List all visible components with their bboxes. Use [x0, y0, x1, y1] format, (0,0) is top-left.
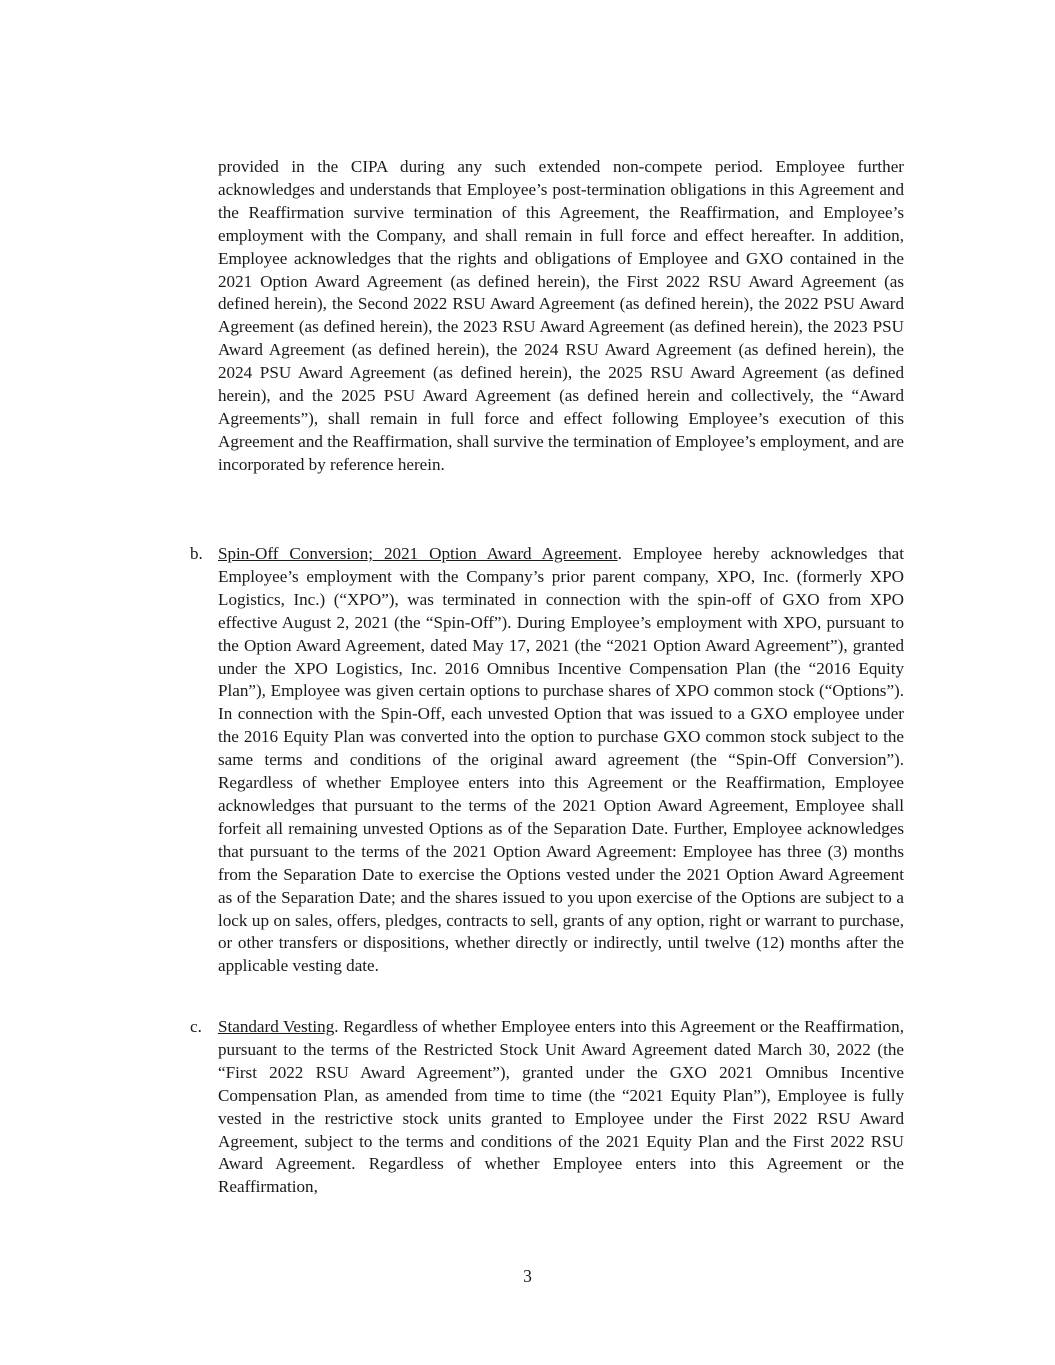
section-c-text: Regardless of whether Employee enters into this Agreement or the Reaffirmation, pursuant to the terms of the Restricted Stock Unit Award Agreement dated March 30, 2022 (the “First 2022 RSU Award Agreement”), granted under the GXO 2021 Omnibus Incentive Compensation Plan, as amended from time to time (the “2021 Equity Plan”), Employee is fully vested in the restrictive stock units granted to Employee under the First 2022 RSU Award Agreement, subject to the terms and conditions of the 2021 Equity Plan and the First 2022 RSU Award Agreement. Regardless of whether Employee enters into this Agreement or the Reaffirmation, — [218, 1017, 904, 1197]
section-c-heading: Standard Vesting — [218, 1017, 335, 1036]
section-b-paragraph — [218, 543, 904, 978]
section-b-text: Employee hereby acknowledges that Employee’s employment with the Company’s prior parent company, XPO, Inc. (formerly XPO Logistics, Inc.) (“XPO”), was terminated in connection with the spin-off of GXO from XPO effective August 2, 2021 (the “Spin-Off”). During Employee’s employment with XPO, pursuant to the Option Award Agreement, dated May 17, 2021 (the “2021 Option Award Agreement”), granted under the XPO Logistics, Inc. 2016 Omnibus Incentive Compensation Plan (the “2016 Equity Plan”), Employee was given certain options to purchase shares of XPO common stock (“Options”). In connection with the Spin-Off, each unvested Option that was issued to a GXO employee under the 2016 Equity Plan was converted into the option to purchase GXO common stock subject to the same terms and conditions of the original award agreement (the “Spin-Off Conversion”). Regardless of whether Employee enters into this Agreement or the Reaffirmation, Employee acknowledges that pursuant to the terms of the 2021 Option Award Agreement, Employee shall forfeit all remaining unvested Options as of the Separation Date. Further, Employee acknowledges that pursuant to the terms of the 2021 Option Award Agreement: Employee has three (3) months from the Separation Date to exercise the Options vested under the 2021 Option Award Agreement as of the Separation Date; and the shares issued to you upon exercise of the Options are subject to a lock up on sales, offers, pledges, contracts to sell, grants of any option, right or warrant to purchase, or other transfers or dispositions, whether directly or indirectly, until twelve (12) months after the applicable vesting date. — [218, 544, 904, 976]
section-b-heading: Spin-Off Conversion; 2021 Option Award Agreement — [218, 544, 618, 563]
section-b-marker: b. — [190, 544, 203, 563]
section-c-paragraph — [218, 1016, 904, 1199]
page-number: 3 — [523, 1266, 532, 1286]
section-c-marker: c. — [190, 1017, 202, 1036]
section-c-heading-punct: . — [334, 1017, 339, 1036]
paragraph-a-continuation: provided in the CIPA during any such extended non-compete period. Employee further acknowledges and understands that Employee’s post-termination obligations in this Agreement and the Reaffirmation survive termination of this Agreement, the Reaffirmation, and Employee’s employment with the Company, and shall remain in full force and effect hereafter. In addition, Employee acknowledges that the rights and obligations of Employee and GXO contained in the 2021 Option Award Agreement (as defined herein), the First 2022 RSU Award Agreement (as defined herein), the Second 2022 RSU Award Agreement (as defined herein), the 2022 PSU Award Agreement (as defined herein), the 2023 RSU Award Agreement (as defined herein), the 2023 PSU Award Agreement (as defined herein), the 2024 RSU Award Agreement (as defined herein), the 2024 PSU Award Agreement (as defined herein), the 2025 RSU Award Agreement (as defined herein), and the 2025 PSU Award Agreement (as defined herein and collectively, the “Award Agreements”), shall remain in full force and effect following Employee’s execution of this Agreement and the Reaffirmation, shall survive the termination of Employee’s employment, and are incorporated by reference herein. — [218, 157, 904, 474]
section-b-heading-punct: . — [617, 544, 622, 563]
